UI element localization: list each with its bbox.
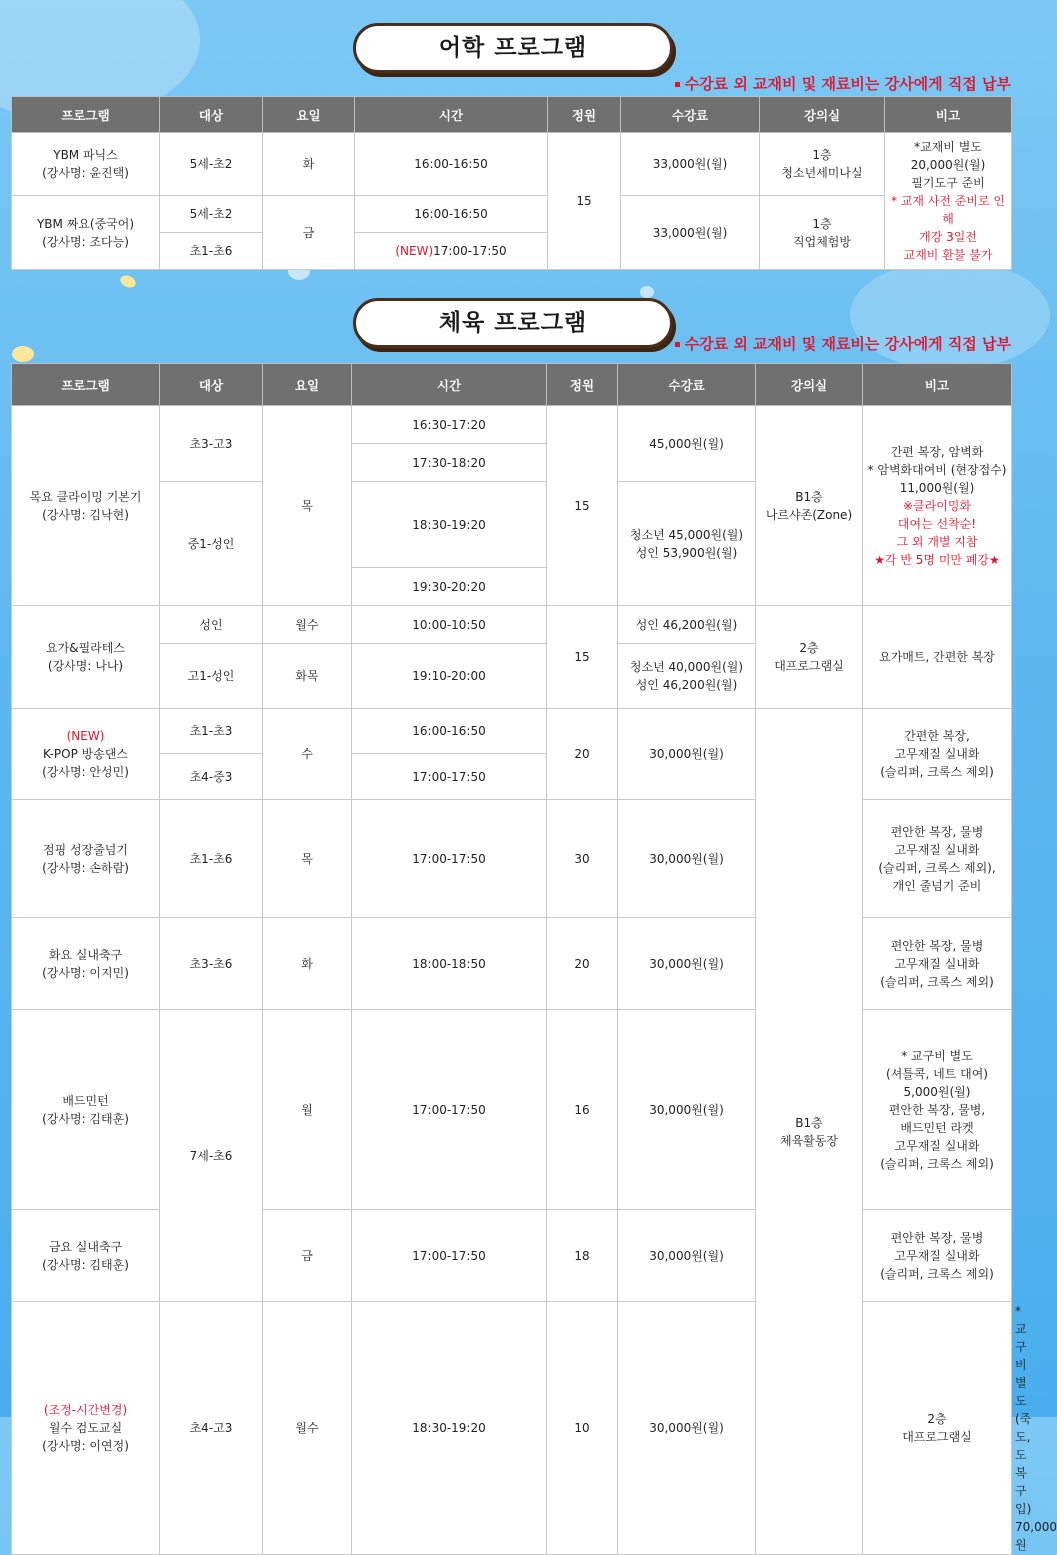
remark-warning: * 교재 사전 준비로 인해 개강 3일전 교재비 환불 불가 — [891, 194, 1005, 262]
sports-program-table — [11, 363, 1057, 1555]
target-cell: 초4-고3 — [160, 1302, 263, 1555]
target-cell: 5세-초2 — [160, 196, 263, 233]
new-badge: (NEW) — [66, 729, 105, 743]
target-cell: 고1-성인 — [160, 644, 263, 709]
time-cell: 19:10-20:00 — [352, 644, 547, 709]
capacity-cell: 10 — [547, 1302, 618, 1555]
language-section-title: 어학 프로그램 — [353, 23, 673, 73]
fee-cell: 청소년 45,000원(월) 성인 53,900원(월) — [618, 482, 756, 606]
table-header-row — [12, 97, 1012, 133]
program-name: 배드민턴 (강사명: 김태훈) — [12, 1010, 160, 1210]
remark-text: 간편 복장, 암벽화 * 암벽화대여비 (현장접수) 11,000원(월) — [867, 444, 1007, 495]
remark-cell: * 교구비 별도 (셔틀콕, 네트 대여) 5,000원(월) 편안한 복장, 물병, 배드민턴 라켓 고무재질 실내화 (슬리퍼, 크록스 제외) — [863, 1010, 1012, 1210]
time-cell: 17:00-17:50 — [352, 1210, 547, 1302]
program-name: 목요 클라이밍 기본기 (강사명: 김낙현) — [12, 406, 160, 606]
schedule-change-badge: (조정-시간변경) — [43, 1403, 128, 1417]
fee-cell: 30,000원(월) — [618, 1010, 756, 1210]
header-fee: 수강료 — [618, 364, 756, 406]
header-remark: 비고 — [885, 97, 1012, 133]
day-cell: 목 — [263, 406, 352, 606]
day-cell: 금 — [263, 1210, 352, 1302]
room-cell: B1층 나르샤존(Zone) — [756, 406, 863, 606]
notice-text: 수강료 외 교재비 및 재료비는 강사에게 직접 납부 — [684, 75, 1011, 93]
room-cell: 1층 청소년세미나실 — [760, 133, 885, 196]
program-name: YBM 파닉스 (강사명: 윤진택) — [12, 133, 160, 196]
time-cell: 17:30-18:20 — [352, 444, 547, 482]
header-room: 강의실 — [756, 364, 863, 406]
flower-decoration — [12, 346, 34, 362]
remark-cell: 요가매트, 간편한 복장 — [863, 606, 1012, 709]
day-cell: 수 — [263, 709, 352, 800]
bubble-decoration — [640, 286, 654, 298]
day-cell: 목 — [263, 800, 352, 918]
table-header-row — [12, 364, 1012, 406]
header-capacity: 정원 — [548, 97, 621, 133]
time-cell: 18:30-19:20 — [352, 482, 547, 568]
table-row: (조정-시간변경) 월수 검도교실 (강사명: 이연정) 초4-고3 월수 18:30-19:20 10 30,000원(월) 2층 대프로그램실 * 교구비 별도 (죽도, 도복 구입) 70,000원 — [12, 1302, 1012, 1555]
target-cell: 초1-초6 — [160, 233, 263, 270]
table-row — [12, 406, 1012, 444]
header-remark: 비고 — [863, 364, 1012, 406]
fee-cell: 30,000원(월) — [618, 1302, 756, 1555]
room-cell: 2층 대프로그램실 — [756, 606, 863, 709]
fee-cell: 성인 46,200원(월) — [618, 606, 756, 644]
remark-cell: 편안한 복장, 물병 고무재질 실내화 (슬리퍼, 크록스 제외) — [863, 1210, 1012, 1302]
target-cell: 초1-초6 — [160, 800, 263, 918]
remark-cell — [885, 133, 1012, 270]
room-cell: 1층 직업체험방 — [760, 196, 885, 270]
fee-cell: 45,000원(월) — [618, 406, 756, 482]
time-cell: 18:00-18:50 — [352, 918, 547, 1010]
header-day: 요일 — [263, 364, 352, 406]
new-badge: (NEW) — [395, 244, 434, 258]
program-text: 월수 검도교실 (강사명: 이연정) — [42, 1421, 129, 1453]
target-cell: 5세-초2 — [160, 133, 263, 196]
time-cell: 17:00-17:50 — [352, 754, 547, 800]
capacity-cell: 18 — [547, 1210, 618, 1302]
target-cell: 초3-초6 — [160, 918, 263, 1010]
fee-cell: 30,000원(월) — [618, 1210, 756, 1302]
program-name: 화요 실내축구 (강사명: 이지민) — [12, 918, 160, 1010]
target-cell: 초4-중3 — [160, 754, 263, 800]
program-name: 점핑 성장줄넘기 (강사명: 손하람) — [12, 800, 160, 918]
remark-cell: 편안한 복장, 물병 고무재질 실내화 (슬리퍼, 크록스 제외), 개인 줄넘기 준비 — [863, 800, 1012, 918]
capacity-cell: 15 — [548, 133, 621, 270]
remark-cell — [863, 406, 1012, 606]
time-cell: 18:30-19:20 — [352, 1302, 547, 1555]
header-target: 대상 — [160, 97, 263, 133]
header-program: 프로그램 — [12, 364, 160, 406]
header-capacity: 정원 — [547, 364, 618, 406]
time-cell: 16:00-16:50 — [355, 133, 548, 196]
program-name — [12, 709, 160, 800]
language-program-table — [11, 96, 1012, 270]
remark-text: *교재비 별도 20,000원(월) 필기도구 준비 — [910, 140, 986, 190]
header-time: 시간 — [352, 364, 547, 406]
remark-cell: 간편한 복장, 고무재질 실내화 (슬리퍼, 크록스 제외) — [863, 709, 1012, 800]
time-cell: 17:00-17:50 — [352, 1010, 547, 1210]
header-day: 요일 — [263, 97, 355, 133]
capacity-cell: 20 — [547, 709, 618, 800]
program-name: YBM 짜요(중국어) (강사명: 조다능) — [12, 196, 160, 270]
fee-cell: 30,000원(월) — [618, 918, 756, 1010]
target-cell: 7세-초6 — [160, 1010, 263, 1302]
header-fee: 수강료 — [621, 97, 760, 133]
capacity-cell: 15 — [547, 606, 618, 709]
header-target: 대상 — [160, 364, 263, 406]
target-cell: 중1-성인 — [160, 482, 263, 606]
target-cell: 성인 — [160, 606, 263, 644]
remark-warning: ※클라이밍화 대여는 선착순! 그 외 개별 지참 ★각 반 5명 미만 폐강★ — [874, 498, 1000, 567]
table-row — [12, 709, 1012, 754]
fee-cell: 33,000원(월) — [621, 133, 760, 196]
time-cell: 16:30-17:20 — [352, 406, 547, 444]
day-cell: 월 — [263, 1010, 352, 1210]
time-text: 17:00-17:50 — [433, 244, 507, 258]
capacity-cell: 16 — [547, 1010, 618, 1210]
time-cell: 10:00-10:50 — [352, 606, 547, 644]
capacity-cell: 20 — [547, 918, 618, 1010]
capacity-cell: 15 — [547, 406, 618, 606]
table-row — [12, 606, 1012, 644]
header-time: 시간 — [355, 97, 548, 133]
table-row — [12, 196, 1012, 233]
fee-cell: 33,000원(월) — [621, 196, 760, 270]
day-cell: 화 — [263, 133, 355, 196]
remark-cell: 편안한 복장, 물병 고무재질 실내화 (슬리퍼, 크록스 제외) — [863, 918, 1012, 1010]
target-cell: 초1-초3 — [160, 709, 263, 754]
header-program: 프로그램 — [12, 97, 160, 133]
fee-cell: 30,000원(월) — [618, 800, 756, 918]
time-cell: 16:00-16:50 — [352, 709, 547, 754]
program-text: K-POP 방송댄스 (강사명: 안성민) — [42, 747, 129, 779]
header-room: 강의실 — [760, 97, 885, 133]
sports-fee-notice — [675, 333, 1011, 354]
bullet-icon — [675, 82, 680, 87]
fee-cell: 청소년 40,000원(월) 성인 46,200원(월) — [618, 644, 756, 709]
time-cell: 19:30-20:20 — [352, 568, 547, 606]
time-cell: 17:00-17:50 — [352, 800, 547, 918]
language-fee-notice — [675, 73, 1011, 94]
target-cell: 초3-고3 — [160, 406, 263, 482]
room-cell: B1층 체육활동장 — [756, 709, 863, 1555]
capacity-cell: 30 — [547, 800, 618, 918]
day-cell: 월수 — [263, 606, 352, 644]
notice-text: 수강료 외 교재비 및 재료비는 강사에게 직접 납부 — [684, 335, 1011, 353]
time-cell: 16:00-16:50 — [355, 196, 548, 233]
fee-cell: 30,000원(월) — [618, 709, 756, 800]
bullet-icon — [675, 342, 680, 347]
room-cell: 2층 대프로그램실 — [863, 1302, 1012, 1555]
day-cell: 월수 — [263, 1302, 352, 1555]
sports-section-title: 체육 프로그램 — [353, 298, 673, 348]
program-name: 요가&필라테스 (강사명: 나나) — [12, 606, 160, 709]
petal-decoration — [118, 273, 137, 290]
day-cell: 화목 — [263, 644, 352, 709]
program-name — [12, 1302, 160, 1555]
day-cell: 화 — [263, 918, 352, 1010]
program-name: 금요 실내축구 (강사명: 김태훈) — [12, 1210, 160, 1302]
table-row — [12, 133, 1012, 196]
time-cell — [355, 233, 548, 270]
day-cell: 금 — [263, 196, 355, 270]
